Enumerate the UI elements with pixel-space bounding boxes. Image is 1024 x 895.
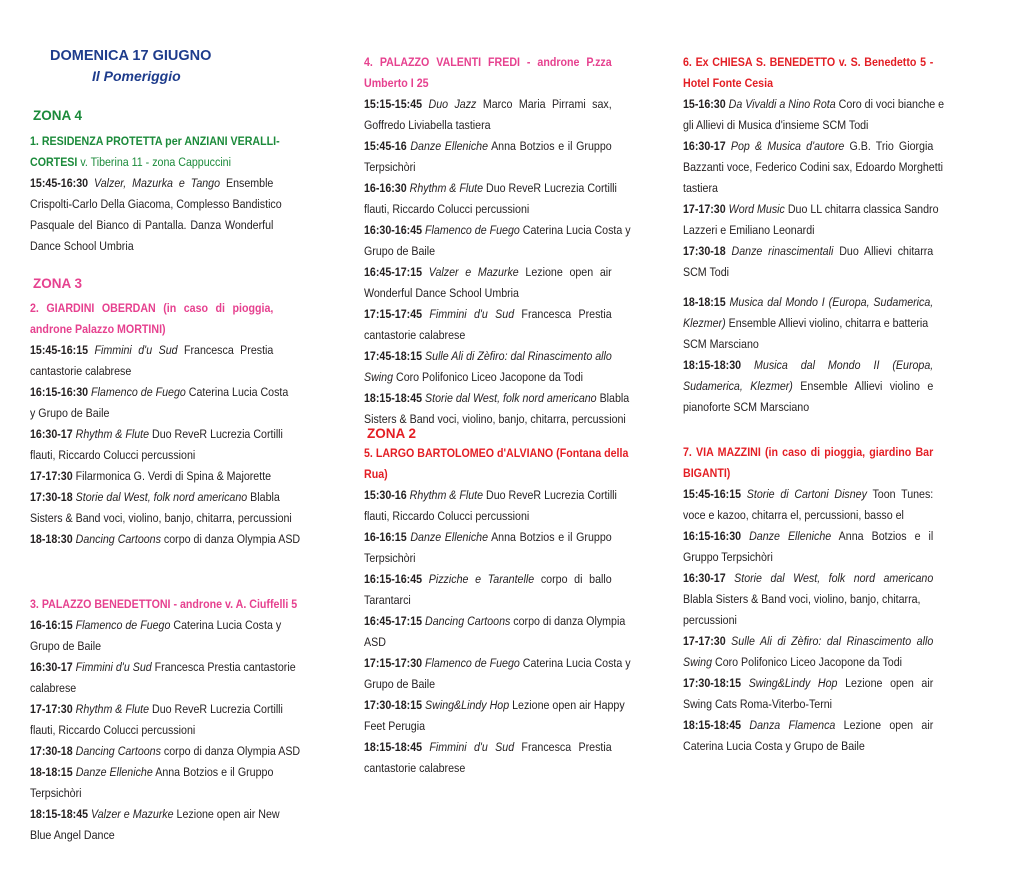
event-detail: Pasquale del Bianco di Pantalla. Danza Wonderful — [30, 218, 274, 232]
event-detail: SCM Marsciano — [683, 337, 759, 351]
event-entry: 16-16:15 Danze Elleniche Anna Botzios e il Gruppo — [364, 530, 612, 544]
event-entry: 15:45-16:15 Storie di Cartoni Disney Toon Tunes: — [683, 487, 934, 501]
event-detail: Terpsichòri — [364, 160, 416, 174]
venue-title: androne Palazzo MORTINI) — [30, 322, 166, 336]
event-detail: ASD — [364, 635, 386, 649]
event-entry: 16:30-16:45 Flamenco de Fuego Caterina Lucia Costa y — [364, 223, 631, 237]
event-detail: Wonderful Dance School Umbria — [364, 286, 519, 300]
venue-title: 1. RESIDENZA PROTETTA per ANZIANI VERALLI- — [30, 134, 280, 148]
event-entry: 15:15-15:45 Duo Jazz Marco Maria Pirrami sax, — [364, 97, 612, 111]
event-entry: 17:30-18 Danze rinascimentali Duo Allievi chitarra — [683, 244, 934, 258]
event-entry: 15:45-16:15 Fimmini d'u Sud Francesca Prestia — [30, 343, 274, 357]
zona-2-heading: ZONA 2 — [367, 426, 417, 441]
event-entry: 17:30-18:15 Swing&Lindy Hop Lezione open air Happy — [364, 698, 625, 712]
event-entry: 18-18:15 Musica dal Mondo I (Europa, Sudamerica, — [683, 295, 934, 309]
event-detail: Klezmer) Ensemble Allievi violino, chitarra e batteria — [683, 316, 929, 330]
event-detail: Grupo de Baile — [364, 244, 436, 258]
venue-title: Hotel Fonte Cesia — [683, 76, 774, 90]
event-entry: 16:15-16:30 Flamenco de Fuego Caterina Lucia Costa — [30, 385, 289, 399]
event-detail: voce e kazoo, chitarra el, percussioni, basso el — [683, 508, 904, 522]
event-detail: percussioni — [683, 613, 737, 627]
event-entry: 17:30-18 Dancing Cartoons corpo di danza Olympia ASD — [30, 744, 301, 758]
event-entry: 18-18:15 Danze Elleniche Anna Botzios e il Gruppo — [30, 765, 274, 779]
venue-title: 2. GIARDINI OBERDAN (in caso di pioggia, — [30, 301, 274, 315]
venue-title: Rua) — [364, 467, 388, 481]
event-detail: y Grupo de Baile — [30, 406, 110, 420]
event-entry: 17:15-17:45 Fimmini d'u Sud Francesca Prestia — [364, 307, 612, 321]
event-detail: Tarantarci — [364, 593, 411, 607]
event-entry: 18:15-18:45 Fimmini d'u Sud Francesca Prestia — [364, 740, 612, 754]
event-entry: 18-18:30 Dancing Cartoons corpo di danza Olympia ASD — [30, 532, 301, 546]
event-detail: cantastorie calabrese — [30, 364, 132, 378]
event-entry: 16:30-17 Fimmini d'u Sud Francesca Prestia cantastorie — [30, 660, 296, 674]
event-detail: Swing Coro Polifonico Liceo Jacopone da Todi — [364, 370, 584, 384]
event-entry: 16:15-16:45 Pizziche e Tarantelle corpo di ballo — [364, 572, 612, 586]
event-detail: Blue Angel Dance — [30, 828, 115, 842]
page-title: DOMENICA 17 GIUGNO — [50, 48, 212, 64]
event-detail: Caterina Lucia Costa y Grupo de Baile — [683, 739, 865, 753]
event-entry: 15-16:30 Da Vivaldi a Nino Rota Coro di voci bianche e — [683, 97, 945, 111]
event-entry: 17:45-18:15 Sulle Ali di Zèfiro: dal Rinascimento allo — [364, 349, 612, 363]
event-detail: Terpsichòri — [30, 786, 82, 800]
event-entry: 17-17:30 Word Music Duo LL chitarra classica Sandro — [683, 202, 939, 216]
event-detail: Crispolti-Carlo Della Giacoma, Complesso Bandistico — [30, 197, 282, 211]
venue-title: 4. PALAZZO VALENTI FREDI - androne P.zza — [364, 55, 612, 69]
event-entry: 16:30-17 Rhythm & Flute Duo ReveR Lucrezia Cortilli — [30, 427, 283, 441]
event-detail: Goffredo Liviabella tastiera — [364, 118, 491, 132]
venue-title: 6. Ex CHIESA S. BENEDETTO v. S. Benedetto 5 - — [683, 55, 934, 69]
event-detail: flauti, Riccardo Colucci percussioni — [30, 448, 196, 462]
event-detail: tastiera — [683, 181, 718, 195]
event-detail: Gruppo Terpsichòri — [683, 550, 773, 564]
event-entry: 15:45-16 Danze Elleniche Anna Botzios e il Gruppo — [364, 139, 612, 153]
event-detail: Feet Perugia — [364, 719, 426, 733]
event-detail: Grupo de Baile — [30, 639, 102, 653]
venue-title: BIGANTI) — [683, 466, 731, 480]
event-detail: flauti, Riccardo Colucci percussioni — [30, 723, 196, 737]
venue-title: 7. VIA MAZZINI (in caso di pioggia, giardino Bar — [683, 445, 934, 459]
event-entry: 16:30-17 Storie dal West, folk nord americano — [683, 571, 934, 585]
event-detail: Swing Cats Roma-Viterbo-Terni — [683, 697, 833, 711]
event-entry: 16:30-17 Pop & Musica d'autore G.B. Trio Giorgia — [683, 139, 934, 153]
event-detail: Sisters & Band voci, violino, banjo, chitarra, percussioni — [30, 511, 292, 525]
event-entry: 15:30-16 Rhythm & Flute Duo ReveR Lucrezia Cortilli — [364, 488, 617, 502]
event-detail: Terpsichòri — [364, 551, 416, 565]
event-entry: 18:15-18:45 Valzer e Mazurke Lezione open air New — [30, 807, 280, 821]
event-entry: 16-16:15 Flamenco de Fuego Caterina Lucia Costa y — [30, 618, 282, 632]
event-entry: 16:45-17:15 Valzer e Mazurke Lezione open air — [364, 265, 612, 279]
event-detail: flauti, Riccardo Colucci percussioni — [364, 509, 530, 523]
event-detail: Sudamerica, Klezmer) Ensemble Allievi violino e — [683, 379, 934, 393]
zona-3-heading: ZONA 3 — [33, 276, 83, 291]
event-entry: 17-17:30 Rhythm & Flute Duo ReveR Lucrezia Cortilli — [30, 702, 283, 716]
event-entry: 17:15-17:30 Flamenco de Fuego Caterina Lucia Costa y — [364, 656, 631, 670]
zona-4-heading: ZONA 4 — [33, 108, 83, 123]
venue-title: CORTESI v. Tiberina 11 - zona Cappuccini — [30, 155, 231, 169]
event-entry: 17:30-18:15 Swing&Lindy Hop Lezione open air — [683, 676, 934, 690]
venue-title: 5. LARGO BARTOLOMEO d'ALVIANO (Fontana della — [364, 446, 629, 460]
event-entry: 16-16:30 Rhythm & Flute Duo ReveR Lucrezia Cortilli — [364, 181, 617, 195]
event-detail: Lazzeri e Emiliano Leonardi — [683, 223, 815, 237]
event-detail: pianoforte SCM Marsciano — [683, 400, 810, 414]
venue-title: Umberto I 25 — [364, 76, 429, 90]
event-detail: cantastorie calabrese — [364, 761, 466, 775]
event-detail: SCM Todi — [683, 265, 729, 279]
event-detail: flauti, Riccardo Colucci percussioni — [364, 202, 530, 216]
event-detail: Bazzanti voce, Federico Codini sax, Edoardo Morghetti — [683, 160, 944, 174]
event-detail: Swing Coro Polifonico Liceo Jacopone da Todi — [683, 655, 903, 669]
event-detail: Sisters & Band voci, violino, banjo, chitarra, percussioni — [364, 412, 626, 426]
event-entry: 16:15-16:30 Danze Elleniche Anna Botzios e il — [683, 529, 934, 543]
event-detail: cantastorie calabrese — [364, 328, 466, 342]
page-subtitle: Il Pomeriggio — [92, 68, 181, 84]
event-entry: 18:15-18:30 Musica dal Mondo II (Europa, — [683, 358, 934, 372]
event-entry: 15:45-16:30 Valzer, Mazurka e Tango Ensemble — [30, 176, 274, 190]
event-entry: 18:15-18:45 Storie dal West, folk nord americano Blabla — [364, 391, 630, 405]
event-entry: 16:45-17:15 Dancing Cartoons corpo di danza Olympia — [364, 614, 626, 628]
event-detail: Grupo de Baile — [364, 677, 436, 691]
event-entry: 18:15-18:45 Danza Flamenca Lezione open air — [683, 718, 934, 732]
event-entry: 17-17:30 Sulle Ali di Zèfiro: dal Rinascimento allo — [683, 634, 934, 648]
event-detail: Dance School Umbria — [30, 239, 134, 253]
event-detail: Blabla Sisters & Band voci, violino, banjo, chitarra, — [683, 592, 921, 606]
venue-title: 3. PALAZZO BENEDETTONI - androne v. A. Ciuffelli 5 — [30, 597, 298, 611]
event-detail: calabrese — [30, 681, 77, 695]
event-entry: 17-17:30 Filarmonica G. Verdi di Spina & Majorette — [30, 469, 272, 483]
event-detail: gli Allievi di Musica d'insieme SCM Todi — [683, 118, 869, 132]
event-entry: 17:30-18 Storie dal West, folk nord americano Blabla — [30, 490, 280, 504]
